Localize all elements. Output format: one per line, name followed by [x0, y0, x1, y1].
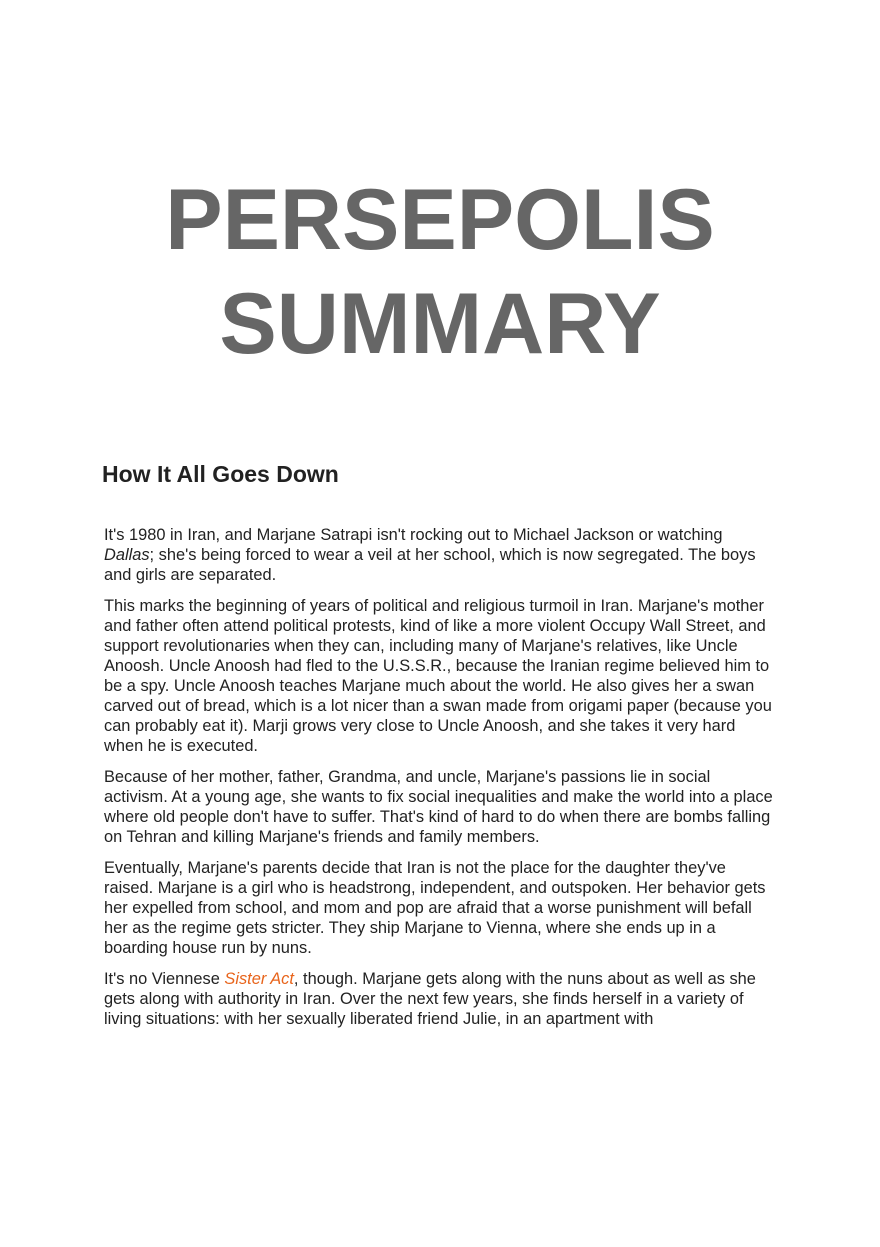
paragraph-1	[104, 525, 776, 585]
section-heading: How It All Goes Down	[102, 461, 339, 487]
page-title	[0, 168, 880, 376]
paragraph-5-before: It's no Viennese	[104, 970, 225, 988]
title-line-1: PERSEPOLIS	[165, 172, 715, 268]
paragraph-1-before: It's 1980 in Iran, and Marjane Satrapi isn't rocking out to Michael Jackson or watching	[104, 526, 723, 544]
paragraph-5	[104, 969, 776, 1029]
paragraph-4: Eventually, Marjane's parents decide that Iran is not the place for the daughter they've raised. Marjane is a girl who is headstrong, independent, and outspoken. Her behavior gets her expelled from school, and mom and pop are afraid that a worse punishment will befall her as the regime gets stricter. They ship Marjane to Vienna, where she ends up in a boarding house run by nuns.	[104, 859, 766, 957]
paragraph-1-italic: Dallas	[104, 546, 150, 564]
summary-body	[104, 525, 776, 1040]
sister-act-link[interactable]: Sister Act	[224, 970, 294, 988]
title-line-2: SUMMARY	[219, 276, 661, 372]
paragraph-3: Because of her mother, father, Grandma, and uncle, Marjane's passions lie in social activism. At a young age, she wants to fix social inequalities and make the world into a place where old people don't have to suffer. That's kind of hard to do when there are bombs falling on Tehran and killing Marjane's friends and family members.	[104, 768, 773, 846]
paragraph-5-after: , though. Marjane gets along with the nuns about as well as she gets along with authority in Iran. Over the next few years, she finds herself in a variety of living situations: with her sexually liberated friend Julie, in an apartment with	[104, 970, 756, 1028]
paragraph-1-after: ; she's being forced to wear a veil at her school, which is now segregated. The boys and girls are separated.	[104, 546, 756, 584]
paragraph-2: This marks the beginning of years of political and religious turmoil in Iran. Marjane's mother and father often attend political protests, kind of like a more violent Occupy Wall Street, and support revolutionaries when they can, including many of Marjane's relatives, like Uncle Anoosh. Uncle Anoosh had fled to the U.S.S.R., because the Iranian regime believed him to be a spy. Uncle Anoosh teaches Marjane much about the world. He also gives her a swan carved out of bread, which is a lot nicer than a swan made from origami paper (because you can probably eat it). Marji grows very close to Uncle Anoosh, and she takes it very hard when he is executed.	[104, 597, 772, 755]
